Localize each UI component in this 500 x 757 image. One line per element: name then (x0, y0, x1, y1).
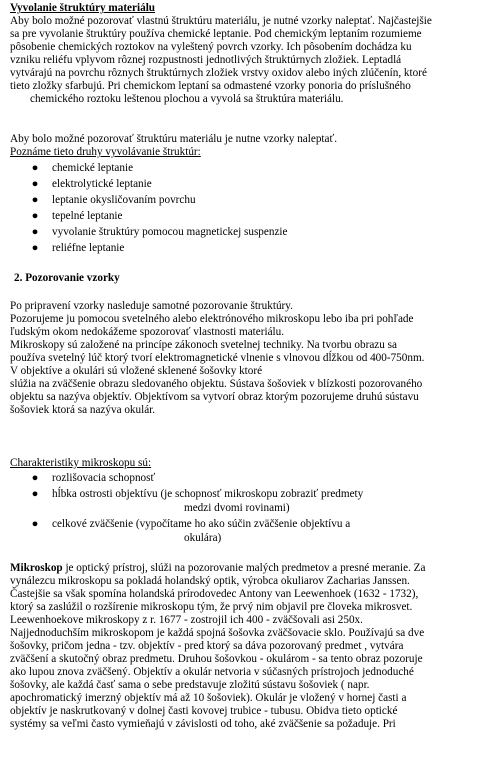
list-item-continuation: medzi dvomi rovinami) (184, 502, 290, 514)
list-item-label: rozlišovacia schopnosť (52, 472, 156, 484)
text-line: šošovky, ale každá časť sama o sebe predstavuje zložitú sústavu šošoviek ( napr. (10, 679, 370, 691)
text-line: apochromatický imerzný objektív má až 10 šošoviek). Okulár je vložený v hornej časti a (10, 692, 407, 704)
bullet-icon: ● (31, 472, 39, 484)
list-item-label: celkové zväčšenie (vypočítame ho ako súčin zväčšenie objektívu a (52, 518, 351, 530)
text-line: slúžia na zväčšenie obrazu sledovaného objektu. Sústava šošoviek v blízkosti pozorovaného (10, 378, 423, 390)
bullet-icon: ● (31, 162, 39, 174)
list-item-label: chemické leptanie (52, 162, 134, 174)
bullet-icon: ● (31, 178, 39, 190)
text-span: je optický prístroj, slúži na pozorovanie malých predmetov a presné meranie. Za (62, 562, 426, 574)
bullet-icon: ● (31, 226, 39, 238)
text-line: chemického roztoku leštenou plochou a vyvolá sa štruktúra materiálu. (30, 93, 344, 105)
text-line: Leewenhoekove mikroskopy z r. 1677 - zostrojil ich 400 - zväčšovali asi 250x. (10, 614, 363, 626)
bullet-icon: ● (31, 488, 39, 500)
text-line: šošoviek ktorá sa nazýva okulár. (10, 404, 156, 416)
text-line: Najjednoduchším mikroskopom je každá spojná šošovka zväčšovacie sklo. Používajú sa dve (10, 627, 425, 639)
section-title: Vyvolanie štruktúry materiálu (10, 2, 156, 14)
text-line: vytvárajú na povrchu rôznych štruktúrnych zložiek vrstvy oxidov alebo iných zlúčenín, ktoré (10, 67, 427, 79)
bullet-icon: ● (31, 518, 39, 530)
text-line: Pozorujeme ju pomocou svetelného alebo elektrónového mikroskopu lebo iba pri pohľade (10, 313, 414, 325)
list-heading: Poznáme tieto druhy vyvolávanie štruktúr: (10, 146, 201, 158)
text-line: vzniku reliéfu vplyvom rôznej rozpustnosti jednotlivých štruktúrnych zložiek. Leptadlá (10, 54, 402, 66)
bullet-icon: ● (31, 242, 39, 254)
list-item-label: tepelné leptanie (52, 210, 123, 222)
text-line: používa svetelný lúč ktorý tvorí elektromagnetické vlnenie s vlnovou dĺžkou od 400-750nm. (10, 352, 425, 364)
text-line: zväčšení a skutočný obraz predmetu. Druhou šošovkou - okulárom - sa tento obraz pozoruje (10, 653, 423, 665)
text-line (10, 562, 426, 575)
text-line: šošovky, pričom jedna - tzv. objektív - pred ktorý sa dáva pozorovaný predmet , vytvára (10, 640, 404, 652)
list-item-label: vyvolanie štruktúry pomocou magnetickej suspenzie (52, 226, 288, 238)
text-line: Aby bolo možné pozorovať vlastnú štruktúru materiálu, je nutné vzorky naleptať. Najčastejšie (10, 15, 432, 27)
section-title: 2. Pozorovanie vzorky (14, 272, 120, 284)
text-line: sa pre vyvolanie štruktúry používa chemické leptanie. Pod chemickým leptaním rozumieme (10, 28, 422, 40)
bullet-icon: ● (31, 210, 39, 222)
text-line: vynálezcu mikroskopu sa pokladá holandský optik, výrobca okuliarov Zacharias Janssen. (10, 575, 410, 587)
text-line: Po pripravení vzorky nasleduje samotné pozorovanie štruktúry. (10, 300, 293, 312)
text-line: V objektíve a okulári sú vložené sklenené šošovky ktoré (10, 365, 263, 377)
text-line: ktorý sa zaslúžil o rozšírenie mikroskopu tým, že prvý nim objavil pre človeka mikrosvet. (10, 601, 413, 613)
bullet-icon: ● (31, 194, 39, 206)
bold-term: Mikroskop (10, 562, 63, 574)
list-item-label: hĺbka ostrosti objektívu (je schopnosť mikroskopu zobraziť predmety (52, 488, 364, 500)
list-item-label: leptanie okysličovaním povrchu (52, 194, 196, 206)
list-item-continuation: okulára) (184, 532, 222, 544)
text-line: objektu sa nazýva objektív. Objektívom sa vytvorí obraz ktorým pozorujeme druhú sústavu (10, 391, 419, 403)
text-line: ľudským okom nedokážeme spozorovať vlastnosti materiálu. (10, 326, 285, 338)
text-line: systémy sa veľmi často vymieňajú v závislosti od toho, aké zväčšenie sa požaduje. Pri (10, 718, 396, 730)
text-line: ako lupou znova zväčšený. Objektív a okulár netvoria v súčasných prístrojoch jednoduché (10, 666, 414, 678)
text-line: pôsobenie chemických roztokov na vyleštený povrch vzorky. Ich pôsobením dochádza ku (10, 41, 412, 53)
list-item-label: elektrolytické leptanie (52, 178, 152, 190)
list-heading: Charakteristiky mikroskopu sú: (10, 457, 152, 469)
text-line: Mikroskopy sú založené na princípe zákonoch svetelnej techniky. Na tvorbu obrazu sa (10, 339, 397, 351)
text-line: Častejšie sa však spomína holandská prírodovedec Antony van Leewenhoek (1632 - 1732), (10, 588, 419, 600)
list-item-label: reliéfne leptanie (52, 242, 125, 254)
text-line: objektív je naskrutkovaný v dolnej časti kovovej trubice - tubusu. Obidva tieto optické (10, 705, 398, 717)
section1-paragraph2: Aby bolo možné pozorovať štruktúru materiálu je nutne vzorky naleptať. (10, 133, 338, 145)
text-line: tieto zložky sfarbujú. Pri chemickom leptaní sa odmastené vzorky ponoria do príslušného (10, 80, 411, 92)
